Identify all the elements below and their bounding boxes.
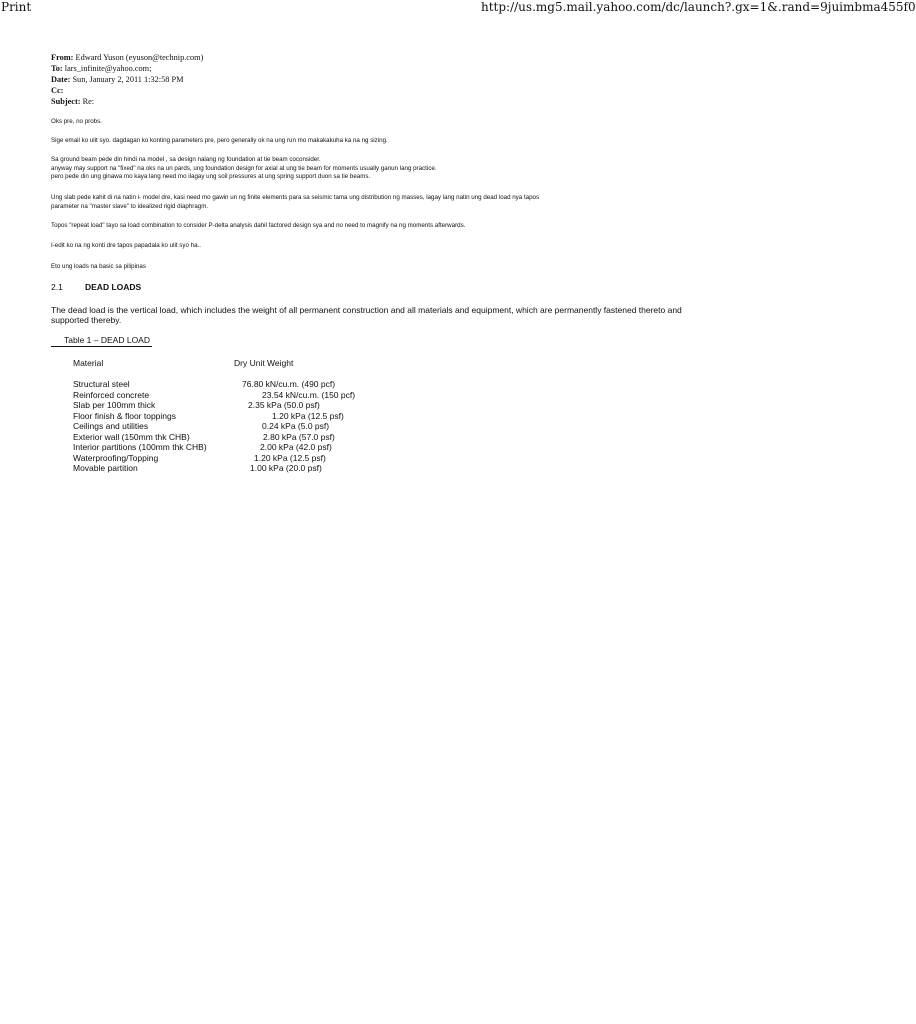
body-paragraph-3-line: anyway may support na "fixed" na oks na un pards, ung foundation design for axial at ung tie beam for moments usually ganun lang practice.	[51, 164, 437, 172]
body-paragraph-1: Oks pre, no probs.	[51, 118, 102, 125]
body-paragraph-5: Topos "repeat load" tayo sa load combination to consider P-delta analysis dahil factored design sya and no need to magnify na ng moments afterwards.	[51, 222, 466, 229]
body-paragraph-6: I-edit ko na ng konti dre tapos papadala ko ulit syo ha..	[51, 242, 201, 249]
from-label: From:	[51, 53, 74, 62]
body-paragraph-4	[51, 194, 539, 211]
weight-cell: 1.20 kPa (12.5 psf)	[254, 452, 326, 463]
material-cell: Waterproofing/Topping	[73, 452, 159, 463]
body-paragraph-4-line: Ung slab pede kahit di na natin i- model dre, kasi need mo gawin un ng finite elements para sa seismic tama ung distribution ng masses, lagay lang natin ung dead load nya tapos	[51, 194, 540, 201]
to-row	[51, 63, 203, 74]
material-cell: Floor finish & floor toppings	[73, 410, 176, 421]
table-row	[73, 453, 393, 464]
body-paragraph-3	[51, 156, 437, 182]
to-value[interactable]: lars_infinite@yahoo.com;	[64, 64, 152, 73]
table-row	[73, 390, 393, 401]
material-cell: Exterior wall (150mm thk CHB)	[73, 431, 190, 442]
section-title: DEAD LOADS	[85, 282, 142, 292]
weight-cell: 1.20 kPa (12.5 psf)	[272, 410, 344, 421]
subject-value: Re:	[82, 97, 95, 106]
weight-cell: 2.00 kPa (42.0 psf)	[260, 442, 332, 452]
table-row	[73, 421, 393, 432]
material-cell: Ceilings and utilities	[73, 421, 149, 431]
email-header	[51, 52, 203, 107]
cc-row	[51, 85, 203, 96]
material-cell: Reinforced concrete	[73, 389, 150, 400]
table-row	[73, 411, 393, 422]
print-title: Print	[1, 0, 32, 14]
weight-cell: 1.00 kPa (20.0 psf)	[250, 463, 322, 473]
table-row	[73, 379, 393, 390]
dead-load-table	[73, 358, 393, 474]
date-row	[51, 74, 203, 85]
from-row	[51, 52, 203, 63]
section-heading	[51, 282, 141, 293]
weight-cell: 2.80 kPa (57.0 psf)	[263, 431, 335, 442]
body-paragraph-3-line: Sa ground beam pede din hindi na model , sa design nalang ng foundation at tie beam coconsider.	[51, 156, 321, 163]
body-paragraph-3-line: pero pede din ung ginawa mo kaya lang need mo ilagay ung soil pressures at ung spring support duon sa tie beams.	[51, 173, 371, 180]
material-cell: Movable partition	[73, 463, 138, 473]
body-paragraph-4-line: parameter na "master slave" to idealized rigid diaphragm.	[51, 202, 209, 210]
dead-load-paragraph: The dead load is the vertical load, which includes the weight of all permanent construction and all materials and equipment, which are permanently fastened thereto and supported thereby.	[51, 305, 682, 325]
print-url[interactable]: http://us.mg5.mail.yahoo.com/dc/launch?.gx=1&.rand=9juimbma455f0	[481, 0, 916, 14]
material-cell: Interior partitions (100mm thk CHB)	[73, 442, 207, 452]
table-header-weight: Dry Unit Weight	[234, 358, 294, 368]
table-caption: Table 1 – DEAD LOAD	[51, 335, 152, 347]
weight-cell: 76.80 kN/cu.m. (490 pcf)	[242, 379, 336, 389]
cc-label: Cc:	[51, 86, 64, 95]
from-value[interactable]: Edward Yuson (eyuson@technip.com)	[75, 53, 204, 62]
subject-row	[51, 96, 203, 107]
table-row	[73, 432, 393, 443]
subject-label: Subject:	[51, 97, 81, 106]
weight-cell: 0.24 kPa (5.0 psf)	[262, 421, 330, 431]
weight-cell: 2.35 kPa (50.0 psf)	[248, 400, 320, 410]
date-label: Date:	[51, 75, 71, 84]
section-number: 2.1	[51, 282, 63, 292]
table-row	[73, 400, 393, 411]
weight-cell: 23.54 kN/cu.m. (150 pcf)	[262, 389, 356, 400]
body-paragraph-7: Eto ung loads na basic sa pilipinas	[51, 263, 146, 270]
material-cell: Structural steel	[73, 379, 130, 389]
date-value: Sun, January 2, 2011 1:32:58 PM	[72, 75, 184, 84]
table-row	[73, 442, 393, 453]
to-label: To:	[51, 64, 63, 73]
table-header-material: Material	[73, 358, 104, 368]
table-row	[73, 463, 393, 474]
print-header	[0, 0, 916, 16]
table-header-row	[73, 358, 393, 379]
material-cell: Slab per 100mm thick	[73, 400, 156, 410]
body-paragraph-2: Sige email ko ulit syo. dagdagan ko konting parameters pre, pero generally ok na ung run mo makakakuha ka na ng sizing.	[51, 137, 388, 144]
